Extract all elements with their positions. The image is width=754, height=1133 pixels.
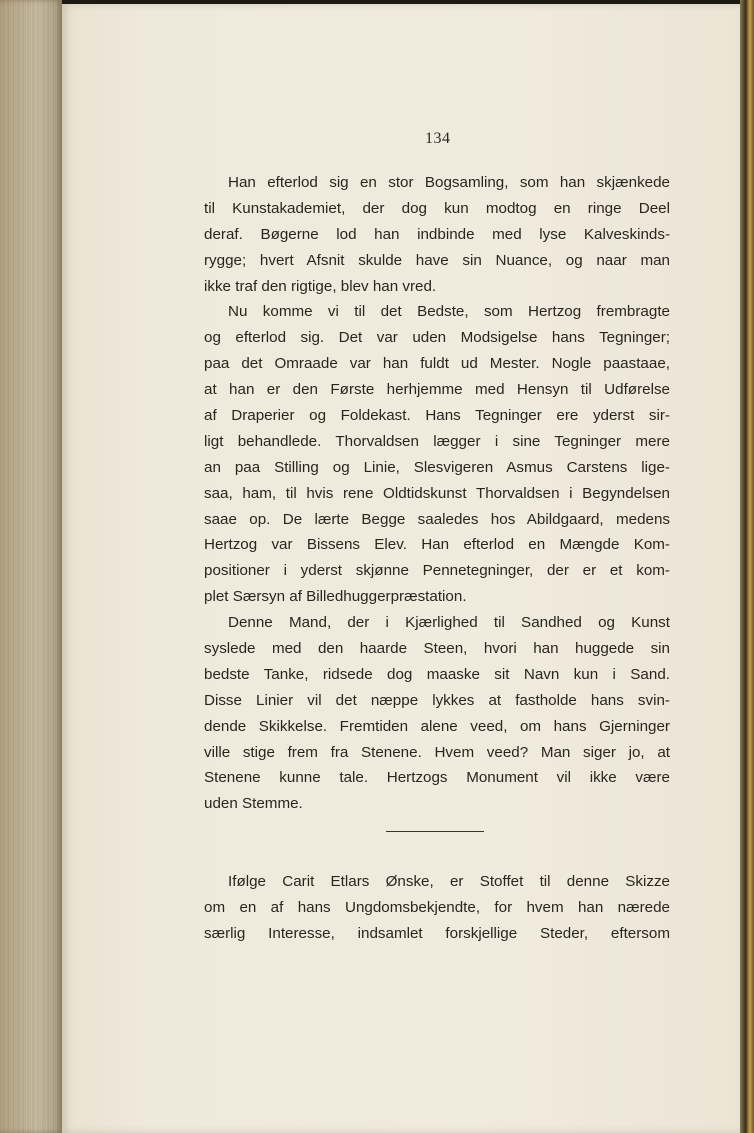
second-section-text xyxy=(204,869,670,947)
text-line: at han er den Første herhjemme med Hensyn til Udførelse xyxy=(204,381,670,399)
text-line: særlig Interesse, indsamlet forskjellige Steder, eftersom xyxy=(204,924,670,942)
text-line: ville stige frem fra Stenene. Hvem veed? Man siger jo, at xyxy=(204,743,670,761)
text-line: dende Skikkelse. Fremtiden alene veed, om hans Gjerninger xyxy=(204,717,670,735)
text-line: saa, ham, til hvis rene Oldtidskunst Thorvaldsen i Begyndelsen xyxy=(204,484,670,502)
text-line: Nu komme vi til det Bedste, som Hertzog frembragte xyxy=(228,303,670,321)
text-line: af Draperier og Foldekast. Hans Tegninger ere yderst sir- xyxy=(204,407,670,425)
text-line: syslede med den haarde Steen, hvori han huggede sin xyxy=(204,640,670,658)
text-line: bedste Tanke, ridsede dog maaske sit Navn kun i Sand. xyxy=(204,665,670,683)
text-line: paa det Omraade var han fuldt ud Mester. Nogle paastaae, xyxy=(204,355,670,373)
section-divider xyxy=(386,831,484,832)
text-line: plet Særsyn af Billedhuggerpræstation. xyxy=(204,588,467,606)
page-number: 134 xyxy=(425,130,451,147)
text-line: ligt behandlede. Thorvaldsen lægger i sine Tegninger mere xyxy=(204,432,670,450)
text-line: og efterlod sig. Det var uden Modsigelse hans Tegninger; xyxy=(204,329,670,347)
book-right-edge xyxy=(740,0,754,1133)
text-line: til Kunstakademiet, der dog kun modtog en ringe Deel xyxy=(204,199,670,217)
text-line: Disse Linier vil det næppe lykkes at fastholde hans svin- xyxy=(204,691,670,709)
text-line: rygge; hvert Afsnit skulde have sin Nuance, og naar man xyxy=(204,251,670,269)
book-page-edges xyxy=(0,0,62,1133)
text-line: positioner i yderst skjønne Pennetegninger, der er et kom- xyxy=(204,562,670,580)
text-line: ikke traf den rigtige, blev han vred. xyxy=(204,277,437,295)
text-line: Ifølge Carit Etlars Ønske, er Stoffet til denne Skizze xyxy=(228,873,670,890)
text-line: uden Stemme. xyxy=(204,795,303,813)
text-line: an paa Stilling og Linie, Slesvigeren Asmus Carstens lige- xyxy=(204,458,670,476)
text-line: saae op. De lærte Begge saaledes hos Abildgaard, medens xyxy=(204,510,670,528)
text-line: Han efterlod sig en stor Bogsamling, som han skjænkede xyxy=(228,174,670,191)
text-line: Hertzog var Bissens Elev. Han efterlod en Mængde Kom- xyxy=(204,536,670,554)
text-line: Denne Mand, der i Kjærlighed til Sandhed og Kunst xyxy=(228,614,670,632)
body-text xyxy=(204,170,670,817)
text-line: deraf. Bøgerne lod han indbinde med lyse Kalveskinds- xyxy=(204,225,670,243)
text-line: Stenene kunne tale. Hertzogs Monument vil ikke være xyxy=(204,769,670,787)
text-line: om en af hans Ungdomsbekjendte, for hvem han nærede xyxy=(204,898,670,916)
